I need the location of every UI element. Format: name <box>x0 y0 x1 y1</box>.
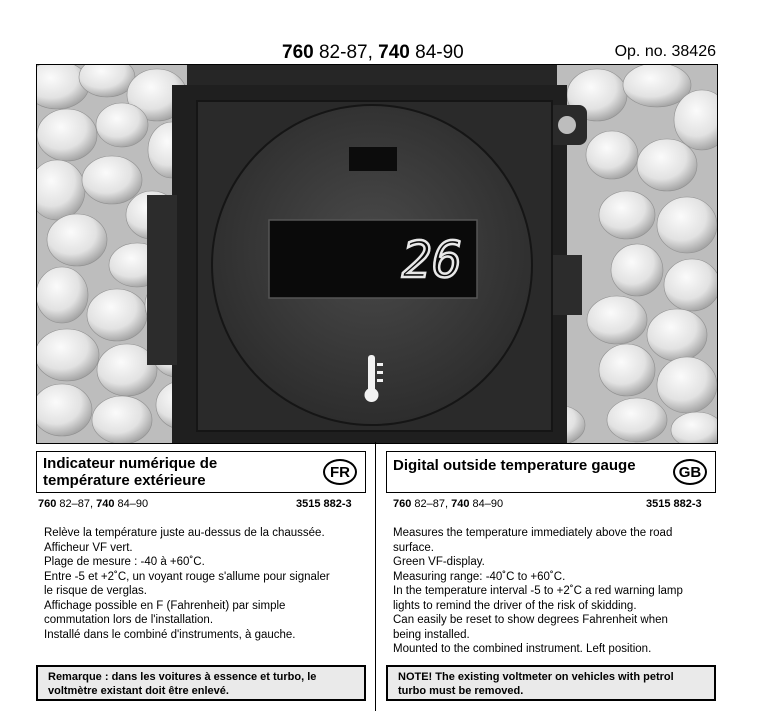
gb-language-badge: GB <box>673 459 707 485</box>
fr-title-line2: température extérieure <box>43 472 206 489</box>
fr-line: le risque de verglas. <box>44 585 147 597</box>
gb-note-line1: NOTE! The existing voltmeter on vehicles with petrol <box>398 671 674 683</box>
fr-title-line1: Indicateur numérique de <box>43 455 218 472</box>
operation-number: Op. no. 38426 <box>614 43 716 60</box>
fr-note-box <box>36 665 366 701</box>
fr-line: commutation lors de l'installation. <box>44 614 214 626</box>
gb-line: Measures the temperature immediately above the road <box>393 527 673 539</box>
fr-line: Plage de mesure : -40 à +60˚C. <box>44 556 205 568</box>
fr-line: Affichage possible en F (Fahrenheit) par simple <box>44 599 286 612</box>
display-reading: 26 <box>401 231 463 289</box>
fr-model-years <box>38 498 148 510</box>
gb-meta-model-a: 760 <box>393 498 412 510</box>
fr-meta-model-b-years: 84–90 <box>114 498 149 510</box>
gauge-photo-illustration <box>37 65 717 443</box>
fr-line: Installé dans le combiné d'instruments, à gauche. <box>44 628 296 641</box>
fr-meta-model-a-years: 82–87, <box>56 498 97 510</box>
model-b: 740 <box>378 42 410 63</box>
fr-note-line1: Remarque : dans les voitures à essence et turbo, le <box>48 671 317 683</box>
fr-line: Relève la température juste au-dessus de la chaussée. <box>44 527 325 539</box>
fr-description <box>44 526 374 642</box>
gb-line: Measuring range: -40˚C to +60˚C. <box>393 570 566 583</box>
gb-title: Digital outside temperature gauge <box>393 457 636 474</box>
gb-title-box <box>386 451 716 493</box>
gb-meta-model-a-years: 82–87, <box>411 498 452 510</box>
fr-title <box>43 455 217 489</box>
gb-note-box <box>386 665 716 701</box>
gb-line: In the temperature interval -5 to +2˚C a red warning lamp <box>393 585 683 597</box>
gb-line: lights to remind the driver of the risk of skidding. <box>393 599 637 612</box>
fr-meta-model-b: 740 <box>96 498 115 510</box>
fr-line: Afficheur VF vert. <box>44 541 133 554</box>
gb-meta-model-b-years: 84–90 <box>469 498 504 510</box>
model-b-years: 84-90 <box>409 42 464 63</box>
gb-line: Mounted to the combined instrument. Left position. <box>393 643 652 655</box>
gb-line: Can easily be reset to show degrees Fahrenheit when <box>393 614 668 626</box>
product-photo <box>36 64 718 444</box>
gb-note-line2: turbo must be removed. <box>398 685 524 697</box>
column-divider <box>375 442 376 711</box>
fr-line: Entre -5 et +2˚C, un voyant rouge s'allume pour signaler <box>44 570 330 583</box>
model-years-heading <box>282 42 464 64</box>
gb-meta-model-b: 740 <box>451 498 470 510</box>
fr-meta-model-a: 760 <box>38 498 57 510</box>
gb-line: being installed. <box>393 628 470 641</box>
model-a-years: 82-87, <box>313 42 373 63</box>
model-a: 760 <box>282 42 314 63</box>
gb-part-number: 3515 882-3 <box>646 498 702 510</box>
gauge-housing <box>147 65 587 443</box>
gb-line: Green VF-display. <box>393 556 485 568</box>
fr-title-box <box>36 451 366 493</box>
fr-part-number: 3515 882-3 <box>296 498 352 510</box>
fr-note-line2: voltmètre existant doit être enlevé. <box>48 685 229 697</box>
gb-description <box>393 526 723 657</box>
fr-language-badge: FR <box>323 459 357 485</box>
gb-model-years <box>393 498 503 510</box>
gb-line: surface. <box>393 541 434 554</box>
